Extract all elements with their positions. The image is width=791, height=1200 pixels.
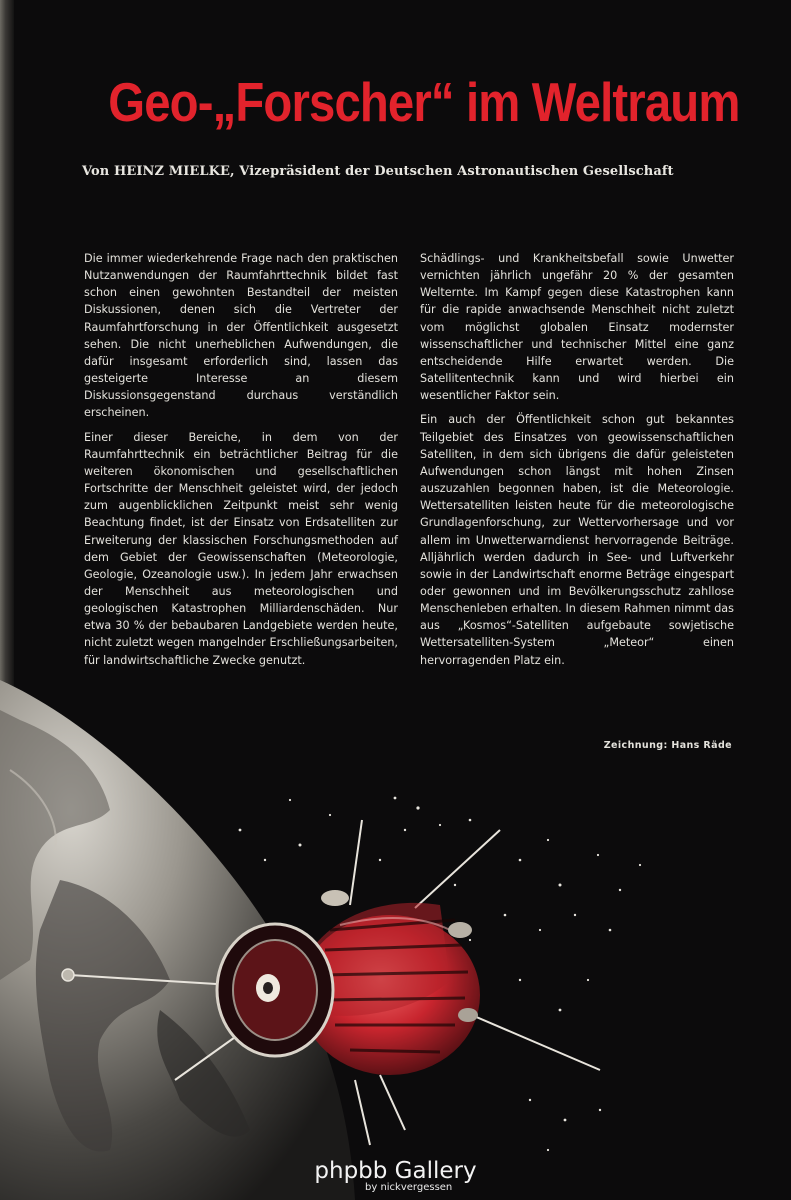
article-title: Geo-„Forscher“ im Weltraum xyxy=(108,71,740,133)
paragraph: Die immer wiederkehrende Frage nach den praktischen Nutzanwendungen der Raumfahrttechnik bildet fast schon einen gewohnten Bestandteil der meisten Diskussionen, denen sich die Vertreter der Raumfahrtforschung in der Öffentlichkeit ausgesetzt sehen. Die nicht unerheblichen Aufwendungen, die dafür insgesamt erforderlich sind, lassen das gesteigerte Interesse an diesem Diskussionsgegenstand durchaus verständlich erscheinen. xyxy=(84,252,398,420)
article-byline: Von HEINZ MIELKE, Vizepräsident der Deutschen Astronautischen Gesellschaft xyxy=(82,164,674,179)
text-column-left xyxy=(84,250,398,676)
paragraph: Schädlings- und Krankheitsbefall sowie Unwetter vernichten jährlich ungefähr 20 % der gesamten Welternte. Im Kampf gegen diese Katastrophen kann für die rapide anwachsende Menschheit nicht zuletzt vom möglichst globalen Einsatz modernster wissenschaftlicher und technischer Mittel eine ganz entscheidende Hilfe erwartet werden. Die Satellitentechnik kann und wird hierbei ein wesentlicher Faktor sein. xyxy=(420,252,734,403)
illustration-credit: Zeichnung: Hans Räde xyxy=(603,740,732,751)
paragraph: Einer dieser Bereiche, in dem von der Raumfahrttechnik ein beträchtlicher Beitrag für die weiteren ökonomischen und gesellschaftlichen Fortschritte der Menschheit geleistet wird, der jedoch zum augenblicklichen Zeitpunkt meist sehr wenig Beachtung findet, ist der Einsatz von Erdsatelliten zur Erweiterung der klassischen Forschungsmethoden auf dem Gebiet der Geowissenschaften (Meteorologie, Geologie, Ozeanologie usw.). In jedem Jahr erwachsen der Menschheit aus meteorologischen und geologischen Katastrophen Milliardenschäden. Nur etwa 30 % der bebaubaren Landgebiete werden heute, nicht zuletzt wegen mangelnder Erschließungsarbeiten, für landwirtschaftliche Zwecke genutzt. xyxy=(84,430,398,667)
paragraph: Ein auch der Öffentlichkeit schon gut bekanntes Teilgebiet des Einsatzes von geowissenschaftlichen Satelliten, in dem sich übrigens die dafür geleisteten Aufwendungen schon längst mit hohen Zinsen auszuzahlen begonnen haben, ist die Meteorologie. Wettersatelliten leisten heute für die meteorologische Grundlagenforschung, zur Wettervorhersage und vor allem im Unwetterwarndienst hervorragende Beiträge. Alljährlich werden dadurch in See- und Luftverkehr sowie in der Landwirtschaft enorme Beträge eingespart oder gewonnen und im Bevölkerungsschutz zahllose Menschenleben erhalten. In diesem Rahmen nimmt das aus „Kosmos“-Satelliten aufgebaute sowjetische Wettersatelliten-System „Meteor“ einen hervorragenden Platz ein. xyxy=(420,413,734,667)
gallery-watermark xyxy=(0,1158,791,1193)
watermark-title: phpbb Gallery xyxy=(314,1158,477,1184)
satellite-illustration xyxy=(0,680,791,1200)
watermark-subtitle: by nickvergessen xyxy=(365,1182,453,1193)
text-column-right xyxy=(420,250,734,676)
